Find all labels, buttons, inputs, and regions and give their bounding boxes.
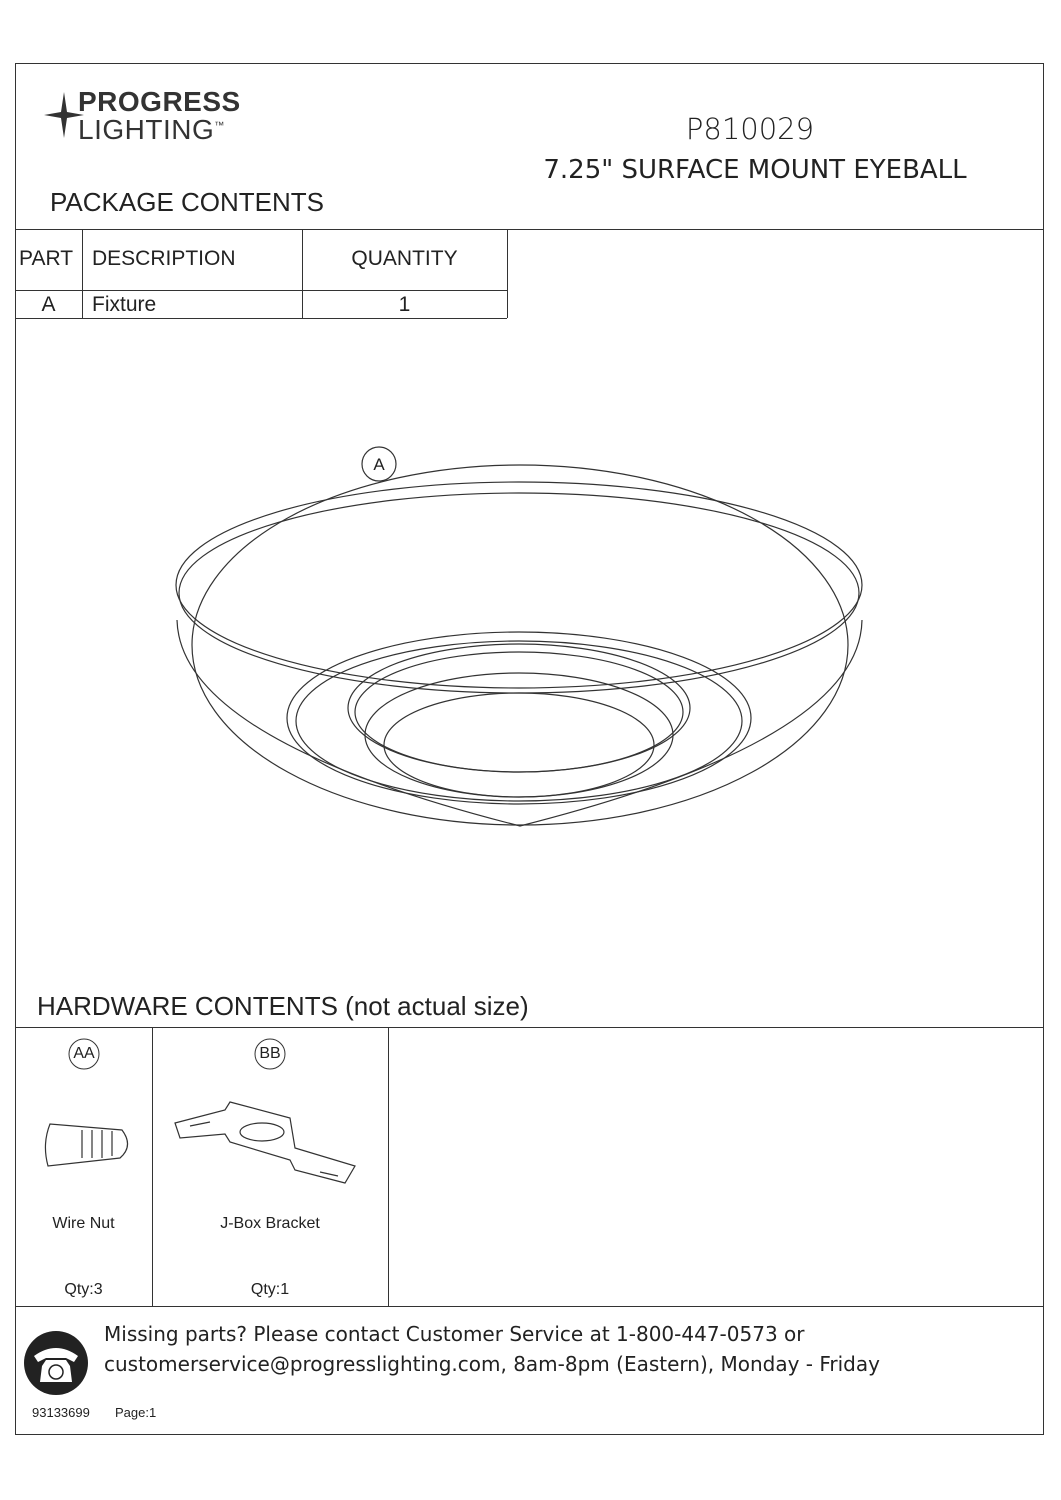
page-number: Page:1	[115, 1405, 157, 1420]
cell-part: A	[41, 293, 56, 316]
missing-parts-line2: customerservice@progresslighting.com, 8am-8pm (Eastern), Monday - Friday	[104, 1352, 880, 1376]
doc-number: 93133699	[32, 1405, 90, 1420]
cell-description: Fixture	[92, 293, 157, 316]
cell-quantity: 1	[398, 293, 411, 316]
brand-line1: PROGRESS	[78, 86, 241, 117]
callout-bb: BB	[259, 1045, 281, 1062]
col-header-part: PART	[19, 247, 74, 270]
wire-nut-drawing	[42, 1118, 138, 1174]
item-qty: Qty:1	[250, 1281, 290, 1298]
item-name: J-Box Bracket	[220, 1215, 320, 1232]
callout-a: A	[373, 455, 385, 474]
col-header-quantity: QUANTITY	[351, 247, 458, 270]
package-contents-title: PACKAGE CONTENTS	[50, 187, 325, 217]
model-number: P810029	[685, 112, 815, 146]
fixture-drawing	[0, 440, 1061, 840]
item-name: Wire Nut	[52, 1215, 115, 1232]
col-header-description: DESCRIPTION	[92, 247, 236, 270]
missing-parts-line1: Missing parts? Please contact Customer Service at 1-800-447-0573 or	[104, 1322, 805, 1346]
product-title: 7.25" SURFACE MOUNT EYEBALL	[543, 155, 967, 185]
divider	[15, 229, 1044, 230]
jbox-bracket-drawing	[170, 1098, 360, 1188]
callout-aa: AA	[73, 1045, 95, 1062]
phone-icon	[22, 1330, 90, 1396]
hardware-contents-title: HARDWARE CONTENTS (not actual size)	[37, 991, 529, 1021]
item-qty: Qty:3	[64, 1281, 103, 1298]
brand-line2: LIGHTING™	[78, 114, 225, 145]
